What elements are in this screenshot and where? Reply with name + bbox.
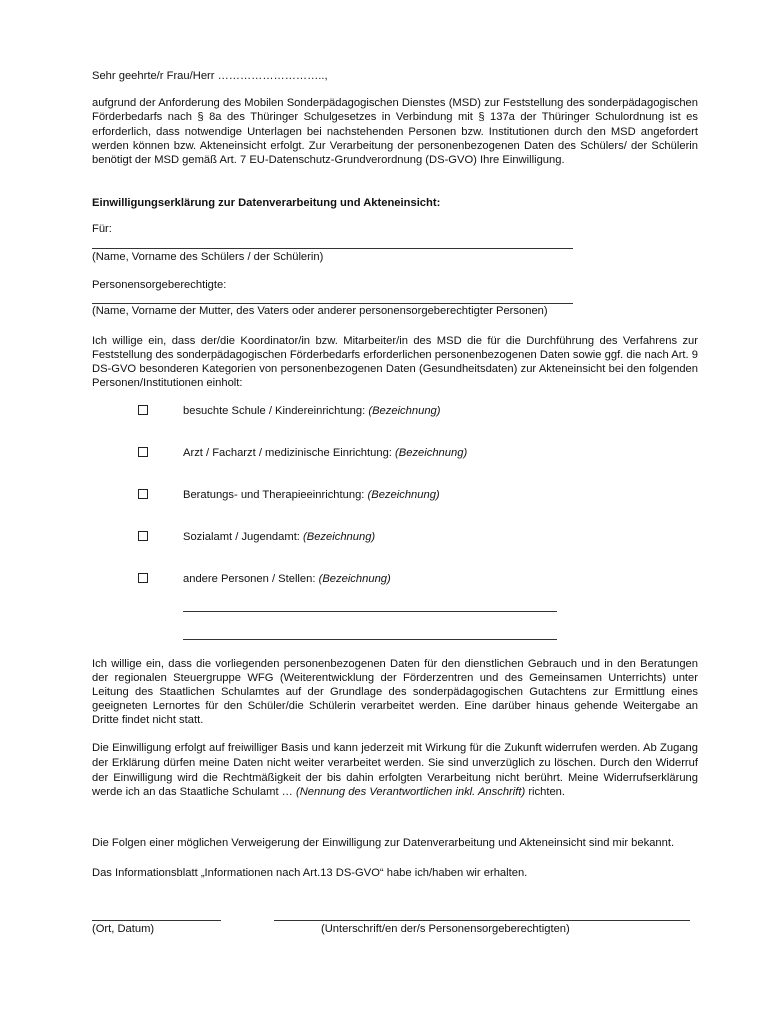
guardian-name-line[interactable]	[92, 303, 573, 304]
signature-caption: (Unterschrift/en der/s Personensorgeberechtigten)	[321, 923, 570, 935]
fuer-label: Für:	[92, 223, 112, 235]
student-name-caption: (Name, Vorname des Schülers / der Schülerin)	[92, 251, 324, 263]
intro-paragraph: aufgrund der Anforderung des Mobilen Sonderpädagogischen Dienstes (MSD) zur Feststellung des sonderpädagogischen Förderbedarfs nach § 8a des Thüringer Schulgesetzes in Verbindung mit § 137a der Thüringer Schulordnung ist es erforderlich, dass notwendige Unterlagen bei nachstehenden Personen bzw. Institutionen durch den MSD angefordert werden können bzw. Akteneinsicht erfolgt. Zur Verarbeitung der personenbezogenen Daten des Schülers/ der Schülerin benötigt der MSD gemäß Art. 7 EU-Datenschutz-Grundverordnung (DS-GVO) Ihre Einwilligung.	[92, 97, 698, 167]
salutation: Sehr geehrte/r Frau/Herr ………………………..,	[92, 70, 328, 82]
consent-heading: Einwilligungserklärung zur Datenverarbeitung und Akteneinsicht:	[92, 197, 441, 209]
checkbox[interactable]	[138, 405, 148, 415]
consent-paragraph-2: Ich willige ein, dass die vorliegenden personenbezogenen Daten für den dienstlichen Gebrauch und in den Beratungen der regionalen Steuergruppe WFG (Weiterentwicklung der Förderzentren und des Gemeinsamen Unterrichts) unter Leitung des Staatlichen Schulamtes auf der Grundlage des sonderpädagogischen Gutachtens zur Ermittlung eines geeigneten Lernortes für den Schüler/die Schülerin verarbeitet werden. Eine darüber hinaus gehende Weitergabe an Dritte findet nicht statt.	[92, 658, 698, 726]
option-school[interactable]: besuchte Schule / Kindereinrichtung: (Bezeichnung)	[138, 405, 148, 417]
option-doctor[interactable]: Arzt / Facharzt / medizinische Einrichtung: (Bezeichnung)	[138, 447, 148, 459]
option-other[interactable]: andere Personen / Stellen: (Bezeichnung)	[138, 573, 148, 585]
other-entry-line-2[interactable]	[183, 639, 557, 640]
signature-line[interactable]	[274, 920, 690, 921]
checkbox[interactable]	[138, 531, 148, 541]
info-sheet-note: Das Informationsblatt „Informationen nach Art.13 DS-GVO“ habe ich/haben wir erhalten.	[92, 867, 528, 879]
checkbox[interactable]	[138, 573, 148, 583]
other-entry-line-1[interactable]	[183, 611, 557, 612]
voluntary-paragraph: Die Einwilligung erfolgt auf freiwilliger Basis und kann jederzeit mit Wirkung für die Zukunft widerrufen werden. Ab Zugang der Erklärung dürfen meine Daten nicht weiter verarbeitet werden. Sie sind unverzüglich zu löschen. Durch den Widerruf der Einwilligung wird die Rechtmäßigkeit der bis dahin erfolgten Verarbeitung nicht berührt. Meine Widerrufserklärung werde ich an das Staatliche Schulamt … (Nennung des Verantwortlichen inkl. Anschrift) richten.	[92, 742, 698, 799]
consequences-paragraph: Die Folgen einer möglichen Verweigerung der Einwilligung zur Datenverarbeitung und Akteneinsicht sind mir bekannt.	[92, 837, 675, 849]
consent-paragraph-1: Ich willige ein, dass der/die Koordinator/in bzw. Mitarbeiter/in des MSD die für die Durchführung des Verfahrens zur Feststellung des sonderpädagogischen Förderbedarfs erforderlichen personenbezogenen Daten sowie ggf. die nach Art. 9 DS-GVO besonderen Kategorien von personenbezogenen Daten (Gesundheitsdaten) zur Akteneinsicht bei den folgenden Personen/Institutionen einholt:	[92, 335, 698, 389]
option-social-office[interactable]: Sozialamt / Jugendamt: (Bezeichnung)	[138, 531, 148, 543]
place-date-caption: (Ort, Datum)	[92, 923, 155, 935]
student-name-line[interactable]	[92, 248, 573, 249]
checkbox[interactable]	[138, 489, 148, 499]
guardian-label: Personensorgeberechtigte:	[92, 279, 227, 291]
guardian-name-caption: (Name, Vorname der Mutter, des Vaters oder anderer personensorgeberechtigter Personen)	[92, 305, 548, 317]
place-date-line[interactable]	[92, 920, 221, 921]
option-counseling[interactable]: Beratungs- und Therapieeinrichtung: (Bezeichnung)	[138, 489, 148, 501]
checkbox[interactable]	[138, 447, 148, 457]
